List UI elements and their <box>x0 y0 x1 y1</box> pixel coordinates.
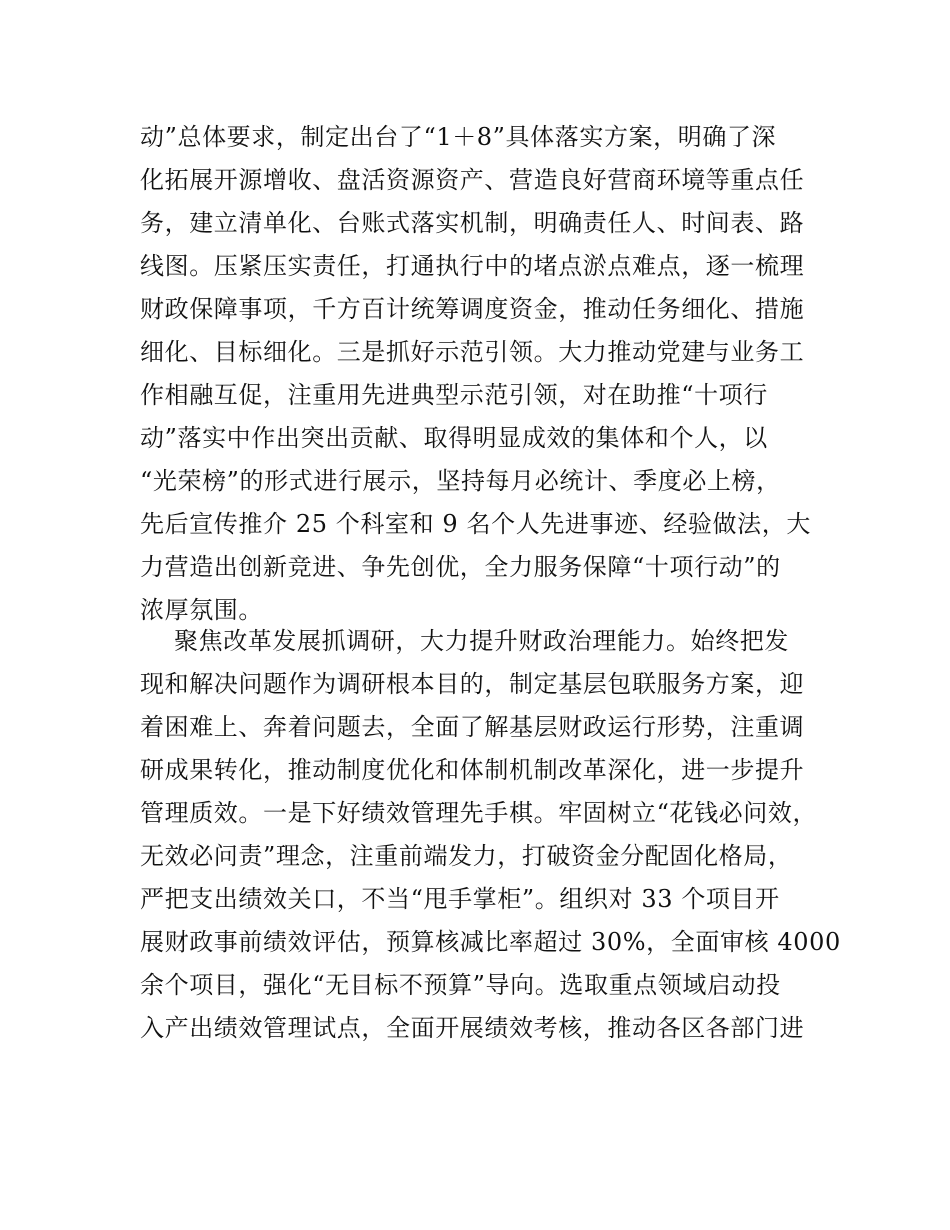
paragraph-2-line-6: 无效必问责”理念，注重前端发力，打破资金分配固化格局， <box>140 842 793 870</box>
paragraph-1-line-2: 化拓展开源增收、盘活资源资产、营造良好营商环境等重点任 <box>140 166 805 194</box>
paragraph-2-line-2: 现和解决问题作为调研根本目的，制定基层包联服务方案，迎 <box>140 670 805 698</box>
paragraph-1-line-4: 线图。压紧压实责任，打通执行中的堵点淤点难点，逐一梳理 <box>140 252 805 280</box>
paragraph-2-line-9: 余个项目，强化“无目标不预算”导向。选取重点领域启动投 <box>140 971 781 999</box>
paragraph-1-line-7: 作相融互促，注重用先进典型示范引领，对在助推“十项行 <box>140 381 768 409</box>
paragraph-2-line-3: 着困难上、奔着问题去，全面了解基层财政运行形势，注重调 <box>140 713 805 741</box>
paragraph-1-line-8: 动”落实中作出突出贡献、取得明显成效的集体和个人，以 <box>140 424 768 452</box>
paragraph-1-line-10: 先后宣传推介 25 个科室和 9 名个人先进事迹、经验做法，大 <box>140 510 811 538</box>
paragraph-2-line-7: 严把支出绩效关口，不当“甩手掌柜”。组织对 33 个项目开 <box>140 885 780 913</box>
paragraph-1-line-5: 财政保障事项，千方百计统筹调度资金，推动任务细化、措施 <box>140 295 805 323</box>
paragraph-1-line-9: “光荣榜”的形式进行展示，坚持每月必统计、季度必上榜， <box>140 467 781 495</box>
paragraph-2-line-10: 入产出绩效管理试点，全面开展绩效考核，推动各区各部门进 <box>140 1014 805 1042</box>
paragraph-1-line-6: 细化、目标细化。三是抓好示范引领。大力推动党建与业务工 <box>140 338 805 366</box>
paragraph-1-line-12: 浓厚氛围。 <box>140 596 263 624</box>
paragraph-1-line-11: 力营造出创新竞进、争先创优，全力服务保障“十项行动”的 <box>140 553 781 581</box>
paragraph-2-line-1: 聚焦改革发展抓调研，大力提升财政治理能力。始终把发 <box>174 627 789 655</box>
paragraph-1-line-3: 务，建立清单化、台账式落实机制，明确责任人、时间表、路 <box>140 209 805 237</box>
paragraph-2-line-4: 研成果转化，推动制度优化和体制机制改革深化，进一步提升 <box>140 756 805 784</box>
paragraph-2-line-8: 展财政事前绩效评估，预算核减比率超过 30%，全面审核 4000 <box>140 928 841 956</box>
paragraph-1-line-1: 动”总体要求，制定出台了“1＋8”具体落实方案，明确了深 <box>140 123 777 151</box>
paragraph-2-line-5: 管理质效。一是下好绩效管理先手棋。牢固树立“花钱必问效， <box>140 799 818 827</box>
